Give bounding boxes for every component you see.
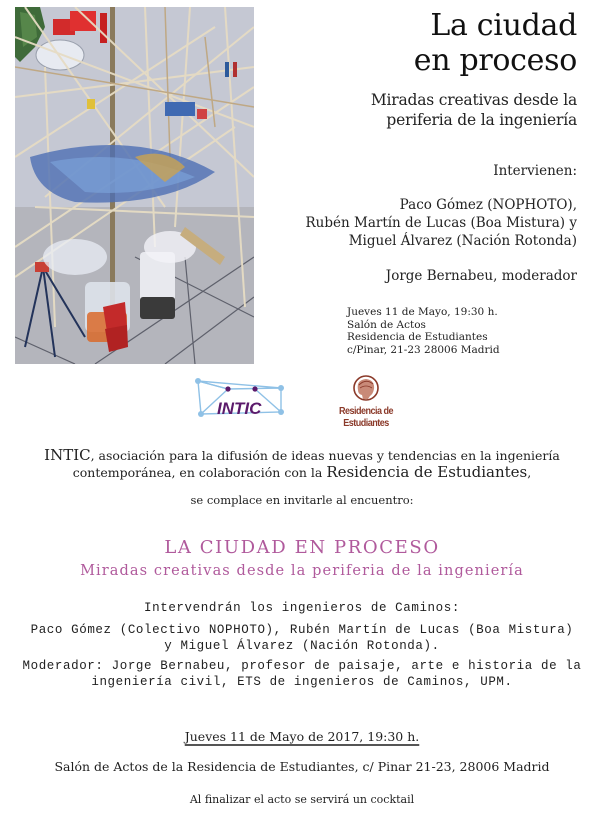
info-address: c/Pinar, 21-23 28006 Madrid — [347, 343, 500, 356]
invite-line: se complace en invitarle al encuentro: — [190, 493, 414, 507]
svg-text:INTIC: INTIC — [217, 399, 262, 418]
mod-line: ingeniería civil, ETS de ingenieros de Caminos, UPM. — [91, 675, 513, 689]
speaker-line: Rubén Martín de Lucas (Boa Mistura) y — [305, 215, 577, 231]
subtitle-line-1: Miradas creativas desde la — [370, 91, 577, 109]
info-venue: Residencia de Estudiantes — [347, 331, 488, 343]
intro-text-3: , — [527, 465, 532, 480]
interv-list — [0, 622, 604, 654]
intro-line-2 — [0, 464, 604, 481]
installation-image-icon — [15, 7, 254, 364]
interv-line: y Miguel Álvarez (Nación Rotonda). — [164, 639, 440, 653]
speakers-label: Intervienen: — [493, 163, 577, 179]
speaker-line: Miguel Álvarez (Nación Rotonda) — [348, 233, 577, 249]
title-line-2: en proceso — [413, 43, 577, 78]
event-date — [0, 729, 604, 745]
info-date: Jueves 11 de Mayo, 19:30 h. — [347, 306, 498, 318]
mod-line: Moderador: Jorge Bernabeu, profesor de paisaje, arte e historia de la — [22, 659, 582, 673]
residencia-logo-text: Residencia de Estudiantes — [338, 405, 394, 429]
intro-line-1 — [0, 447, 604, 464]
intro-paragraph — [0, 447, 604, 481]
artwork-photo — [15, 7, 254, 364]
event-subtitle: Miradas creativas desde la periferia de la ingeniería — [80, 563, 524, 579]
partner-name: Residencia de Estudiantes — [326, 463, 528, 481]
speaker-line: Paco Gómez (NOPHOTO), — [399, 197, 577, 213]
residencia-head-icon — [318, 374, 414, 404]
residencia-logo — [318, 374, 414, 429]
moderator-line: Jorge Bernabeu, moderador — [385, 268, 577, 284]
poster-title — [414, 8, 577, 78]
speakers-list — [306, 196, 577, 250]
poster-subtitle — [371, 90, 577, 130]
org-name: INTIC — [44, 446, 91, 464]
event-title: LA CIUDAD EN PROCESO — [164, 537, 440, 558]
event-venue: Salón de Actos de la Residencia de Estudiantes, c/ Pinar 21-23, 28006 Madrid — [54, 759, 550, 774]
interv-label: Intervendrán los ingenieros de Caminos: — [144, 601, 460, 615]
cocktail-note: Al finalizar el acto se servirá un cocktail — [189, 793, 415, 806]
intic-logo-icon — [193, 376, 287, 418]
interv-line: Paco Gómez (Colectivo NOPHOTO), Rubén Martín de Lucas (Boa Mistura) — [30, 623, 574, 637]
event-info-block — [347, 306, 500, 356]
title-line-1: La ciudad — [430, 8, 577, 43]
moderator-description — [0, 658, 604, 690]
subtitle-line-2: periferia de la ingeniería — [386, 111, 577, 129]
intro-text-1: , asociación para la difusión de ideas nuevas y tendencias en la ingeniería — [90, 448, 560, 463]
info-hall: Salón de Actos — [347, 318, 426, 331]
intro-text-2: contemporánea, en colaboración con la — [72, 465, 327, 480]
intic-logo — [193, 376, 287, 418]
event-date-text: Jueves 11 de Mayo de 2017, 19:30 h. — [184, 729, 420, 744]
